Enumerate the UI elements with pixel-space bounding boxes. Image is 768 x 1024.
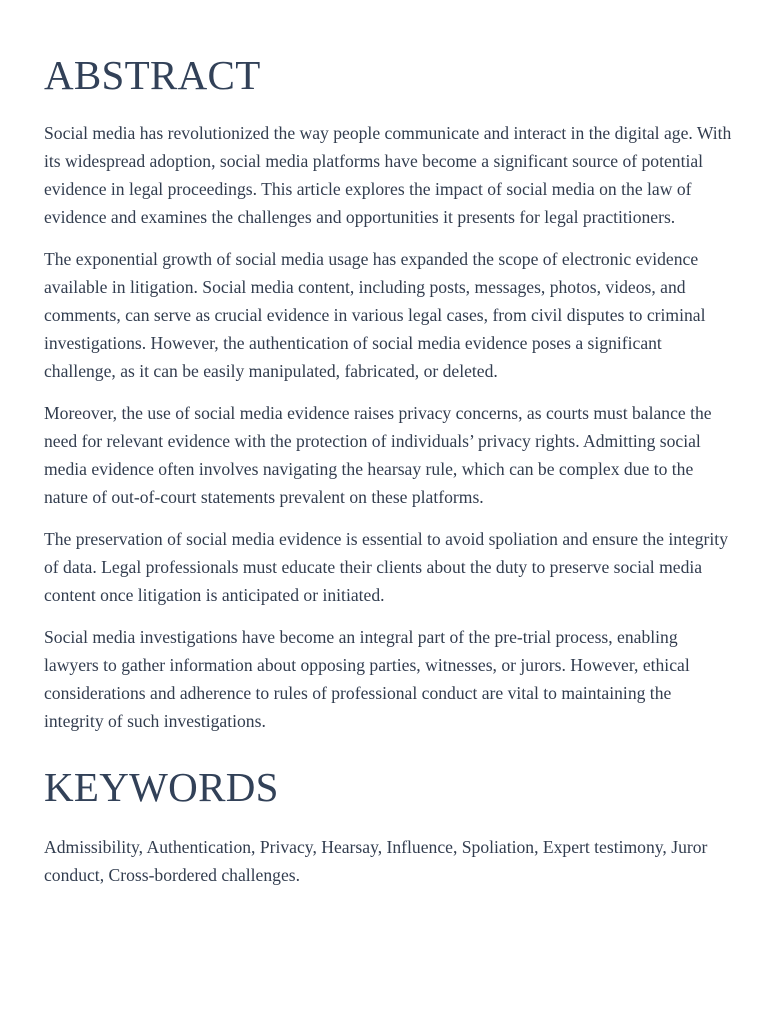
abstract-paragraph-2: The exponential growth of social media usage has expanded the scope of electronic evidence available in litigation. Social media content, including posts, messages, photos, videos, and comments, can serve as crucial evidence in various legal cases, from civil disputes to criminal investigations. However, the authentication of social media evidence poses a significant challenge, as it can be easily manipulated, fabricated, or deleted. bbox=[44, 249, 706, 381]
abstract-paragraph-1: Social media has revolutionized the way people communicate and interact in the digital age. With its widespread adoption, social media platforms have become a significant source of potential evidence in legal proceedings. This article explores the impact of social media on the law of evidence and examines the challenges and opportunities it presents for legal practitioners. bbox=[44, 123, 732, 227]
abstract-paragraph-4: The preservation of social media evidence is essential to avoid spoliation and ensure the integrity of data. Legal professionals must educate their clients about the duty to preserve social media content once litigation is anticipated or initiated. bbox=[44, 529, 728, 605]
abstract-paragraph-3: Moreover, the use of social media evidence raises privacy concerns, as courts must balance the need for relevant evidence with the protection of individuals’ privacy rights. Admitting social media evidence often involves navigating the hearsay rule, which can be complex due to the nature of out-of-court statements prevalent on these platforms. bbox=[44, 403, 712, 507]
abstract-heading: ABSTRACT bbox=[44, 52, 261, 98]
abstract-paragraph-5: Social media investigations have become an integral part of the pre-trial process, enabling lawyers to gather information about opposing parties, witnesses, or jurors. However, ethical considerations and adherence to rules of professional conduct are vital to maintaining the integrity of such investigations. bbox=[44, 627, 690, 731]
keywords-heading: KEYWORDS bbox=[44, 764, 279, 810]
keywords-list: Admissibility, Authentication, Privacy, Hearsay, Influence, Spoliation, Expert testimony, Juror conduct, Cross-bordered challenges. bbox=[44, 837, 708, 885]
abstract-body bbox=[44, 119, 732, 735]
